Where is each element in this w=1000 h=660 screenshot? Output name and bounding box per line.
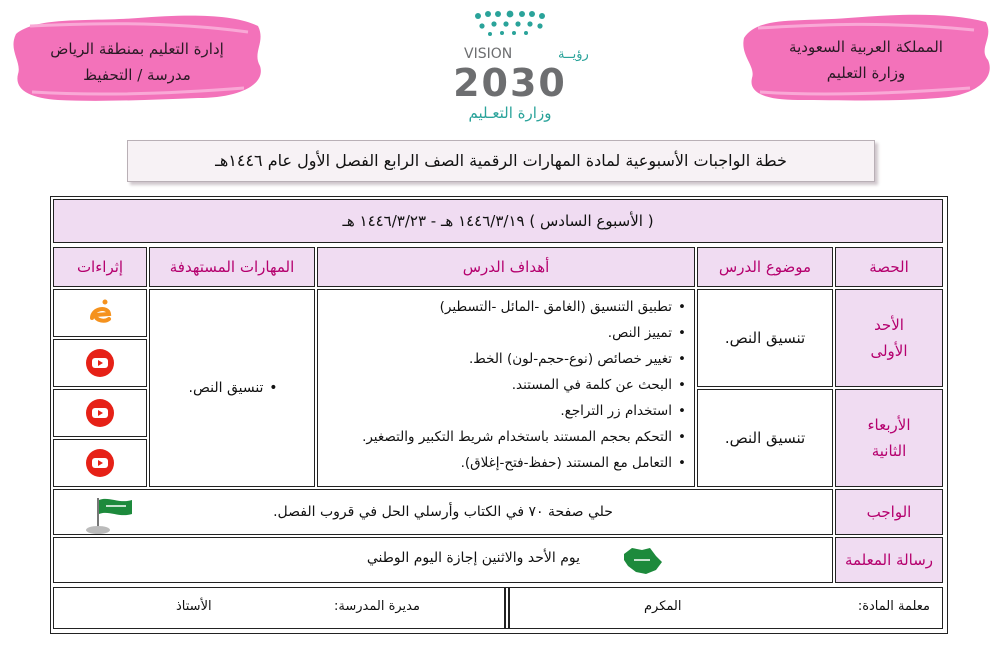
plan-title: خطة الواجبات الأسبوعية لمادة المهارات الرقمية الصف الرابع الفصل الأول عام ١٤٤٦هـ [127,140,875,182]
header-ministry: وزارة التعليم [826,64,906,82]
enrich-cell-3 [53,389,147,437]
skills-list [183,375,282,401]
period-row-1: الأحد الأولى [835,289,943,387]
principal-label: مديرة المدرسة: [334,599,420,614]
youtube-icon[interactable] [85,448,115,478]
homework-text: حلي صفحة ٧٠ في الكتاب وأرسلي الحل في قروب الفصل. [273,504,613,520]
week-range: ( الأسبوع السادس ) ١٤٤٦/٣/١٩ هـ - ١٤٤٦/٣/٢٣ هـ [342,212,654,230]
madrasati-icon[interactable] [83,296,117,330]
homework-cell [53,489,833,535]
header-education-dept: إدارة التعليم بمنطقة الرياض [50,40,224,58]
goal-item: • تمييز النص. [324,320,672,346]
topic-row-1: تنسيق النص. [697,289,833,387]
topic-row-2: تنسيق النص. [697,389,833,487]
weekly-plan-table [50,196,948,634]
goals-list [318,294,694,476]
teacher-msg-text: يوم الأحد والاثنين إجازة اليوم الوطني [366,550,580,566]
youtube-icon[interactable] [85,348,115,378]
col-goals: أهداف الدرس [317,247,695,287]
saudi-map-icon [620,544,664,578]
logo-ruya-text: رؤيــة [558,47,589,62]
subject-teacher-label: معلمة المادة: [857,599,930,614]
week-header [53,199,943,243]
goal-item: • استخدام زر التراجع. [324,398,672,424]
skills-cell [149,289,315,487]
col-topic: موضوع الدرس [697,247,833,287]
enrich-cell-1 [53,289,147,337]
signature-row [53,587,943,629]
mr-label: الأستاذ [176,599,212,614]
period-row-2: الأربعاء الثانية [835,389,943,487]
goal-item: • التعامل مع المستند (حفظ-فتح-إغلاق). [324,450,672,476]
goals-cell [317,289,695,487]
header-right-banner [738,8,994,108]
enrich-cell-2 [53,339,147,387]
goal-item: • تطبيق التنسيق (الغامق -المائل -التسطير) [324,294,672,320]
logo-vision-text: VISION [464,46,513,62]
teacher-msg-cell [53,537,833,583]
col-enrich: إثراءات [53,247,147,287]
enrich-cell-4 [53,439,147,487]
saudi-flag-icon [84,492,144,536]
header-left-banner [8,8,266,108]
homework-label: الواجب [835,489,943,535]
header-school: مدرسة / التحفيظ [83,66,191,84]
skill-item: • تنسيق النص. [189,375,264,401]
teacher-msg-label: رسالة المعلمة [835,537,943,583]
header-country: المملكة العربية السعودية [789,38,943,56]
col-period: الحصة [835,247,943,287]
goal-item: • تغيير خصائص (نوع-حجم-لون) الخط. [324,346,672,372]
col-skills: المهارات المستهدفة [149,247,315,287]
logo-ministry-text: وزارة التعـليم [468,104,552,122]
youtube-icon[interactable] [85,398,115,428]
goal-item: • التحكم بحجم المستند باستخدام شريط التكبير والتصغير. [324,424,672,450]
goal-item: • البحث عن كلمة في المستند. [324,372,672,398]
vision-2030-logo [420,6,600,126]
logo-dots-icon [475,11,545,36]
logo-2030-text: 2030 [453,61,567,105]
honorable-label: المكرم [644,599,682,614]
